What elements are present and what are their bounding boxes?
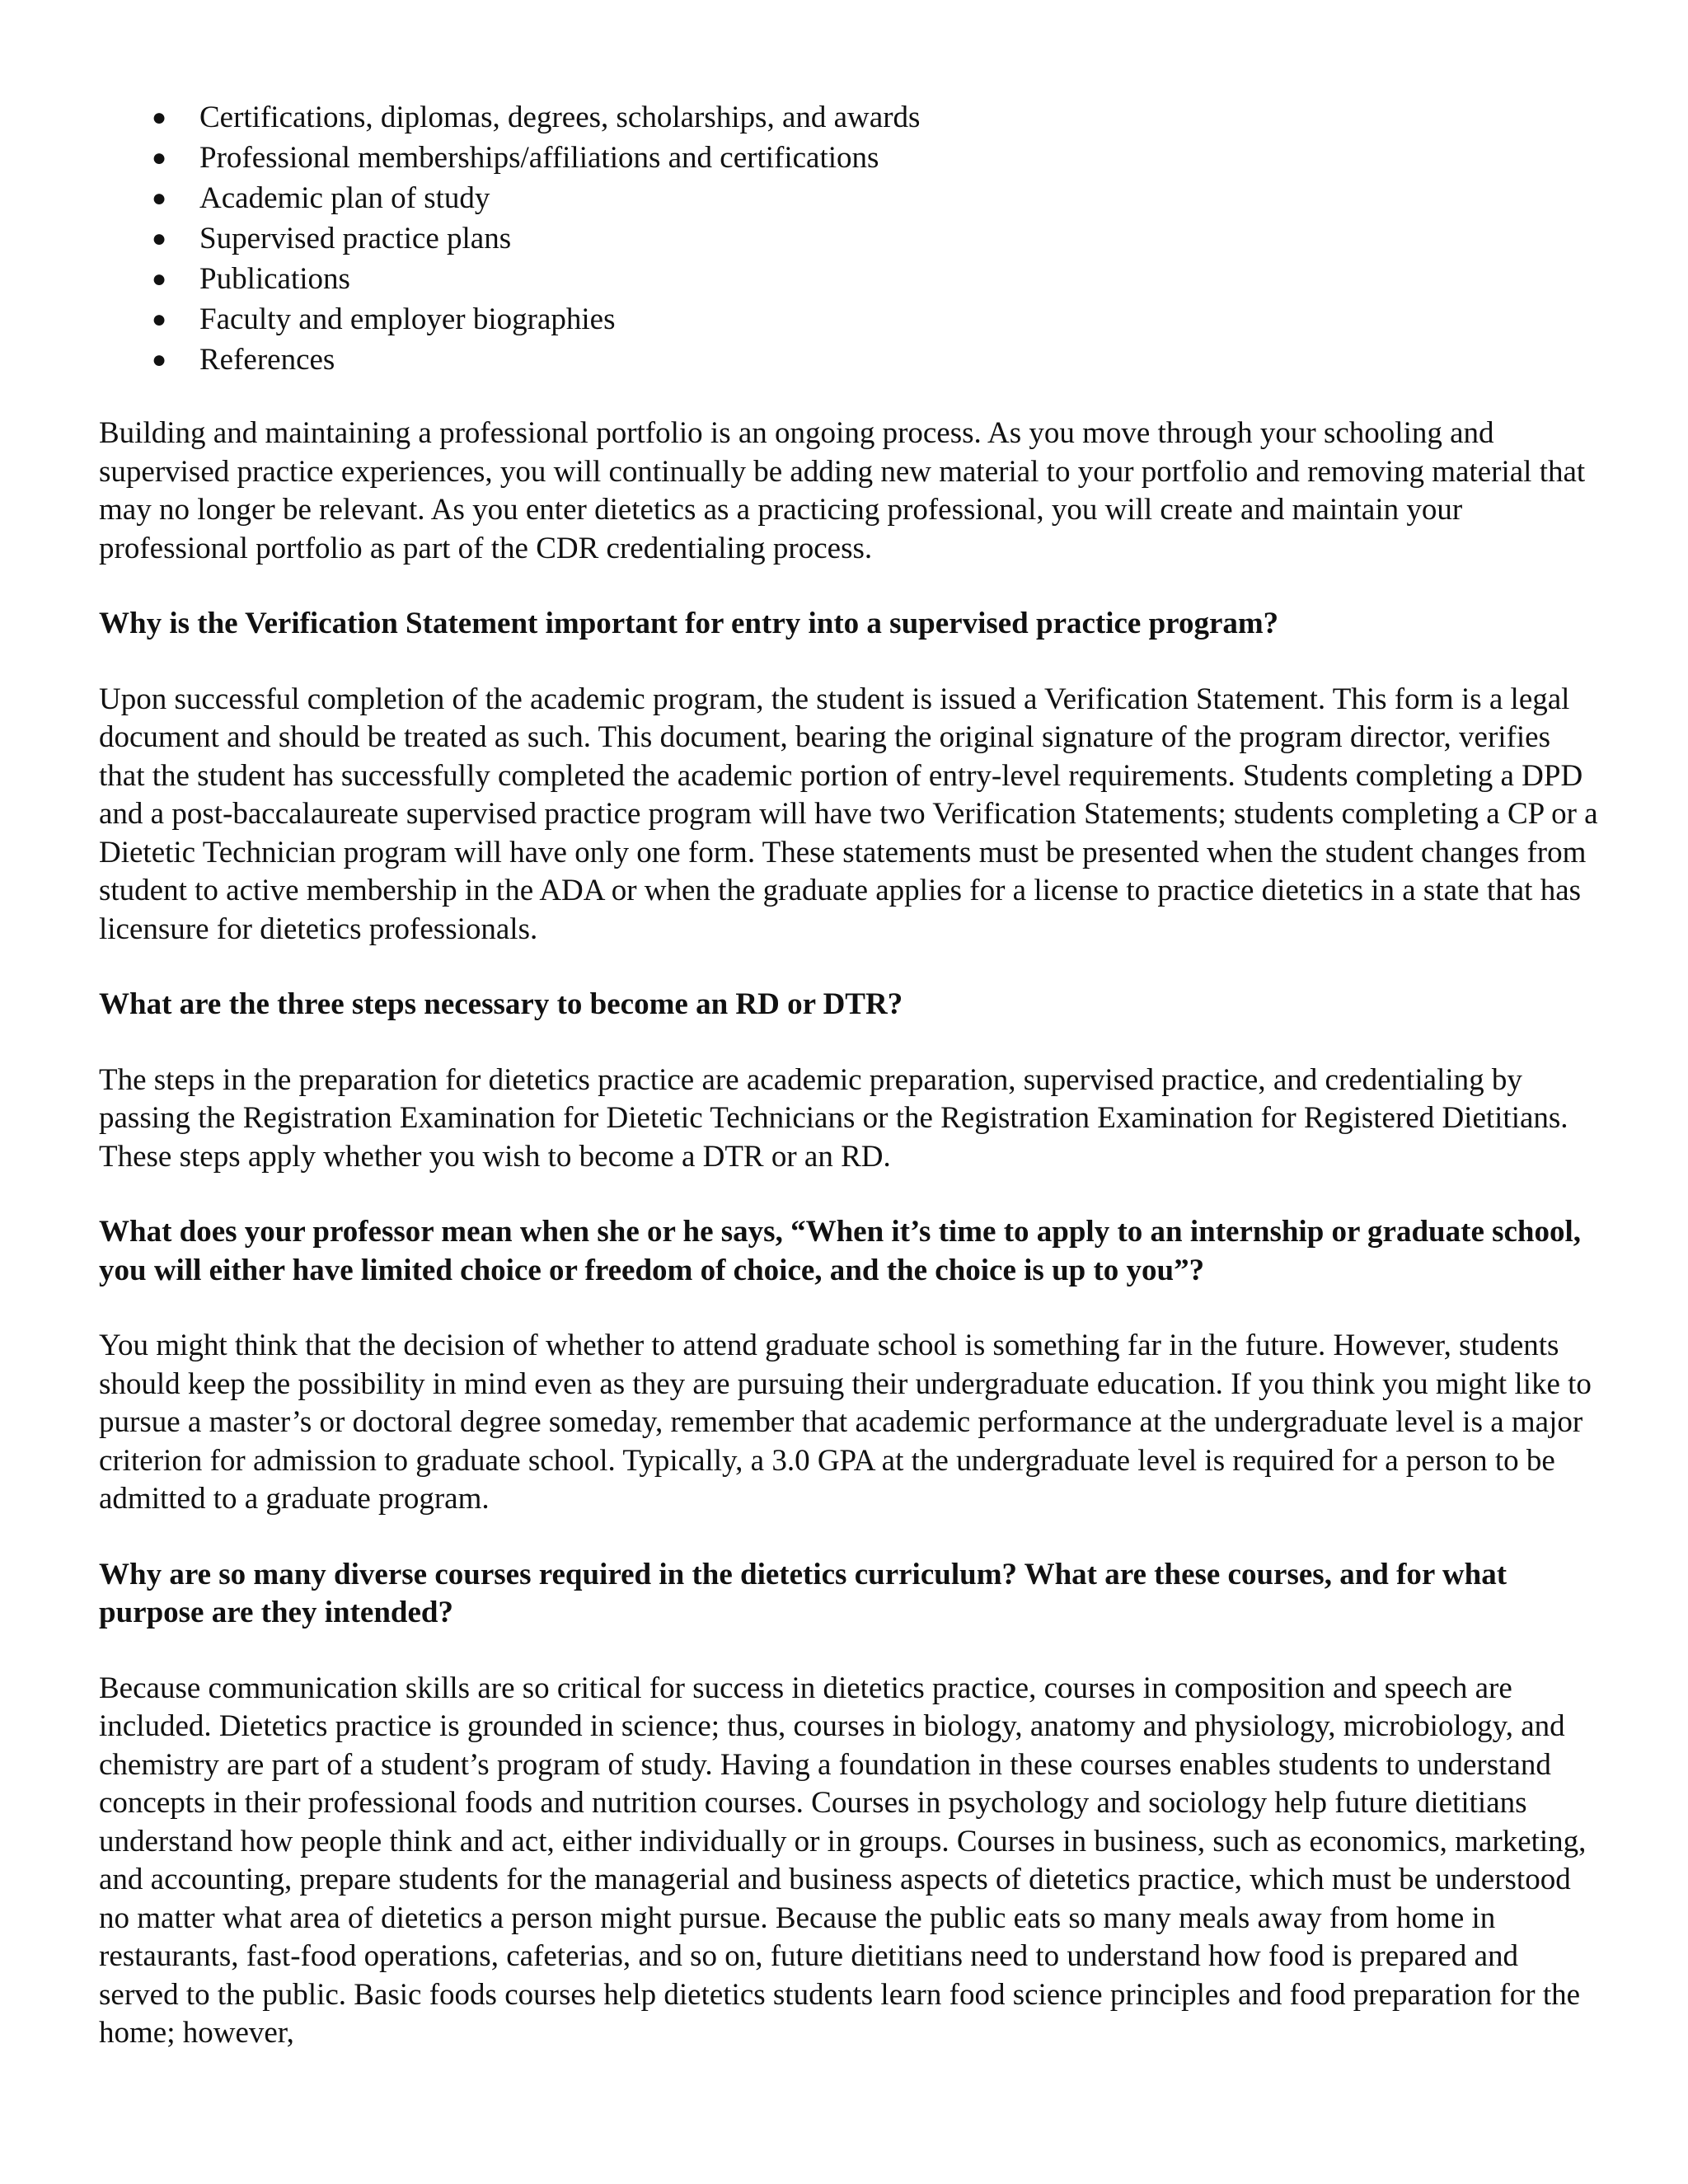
document-page <box>99 97 1599 2090</box>
question-heading: Why are so many diverse courses required in the dietetics curriculum? What are these courses, and for what purpose are they intended? <box>99 1557 1507 1629</box>
list-item: ● Professional memberships/affiliations and certifications <box>99 138 1599 178</box>
question-heading: What are the three steps necessary to become an RD or DTR? <box>99 987 903 1021</box>
answer-paragraph: The steps in the preparation for dietetics practice are academic preparation, supervised practice, and credentialing by passing the Registration Examination for Dietetic Technicians or the Registration Examination for Registered Dietitians. These steps apply whether you wish to become a DTR or an RD. <box>99 1062 1568 1174</box>
list-item: ● Supervised practice plans <box>99 218 1599 259</box>
answer-paragraph: Upon successful completion of the academic program, the student is issued a Verification Statement. This form is a legal document and should be treated as such. This document, bearing the original signature of the program director, verifies that the student has successfully completed the academic portion of entry-level requirements. Students completing a DPD and a post-baccalaureate supervised practice program will have two Verification Statements; students completing a CP or a Dietetic Technician program will have only one form. These statements must be presented when the student changes from student to active membership in the ADA or when the graduate applies for a license to practice dietetics in a state that has licensure for dietetics professionals. <box>99 682 1598 946</box>
question-heading: What does your professor mean when she or he says, “When it’s time to apply to an internship or graduate school, you will either have limited choice or freedom of choice, and the choice is up to you”? <box>99 1215 1582 1287</box>
list-item: ● References <box>99 340 1599 380</box>
list-item: ● Publications <box>99 259 1599 299</box>
question-heading: Why is the Verification Statement important for entry into a supervised practice program? <box>99 607 1279 640</box>
bullet-icon: ● <box>152 104 167 131</box>
bullet-icon: ● <box>152 265 167 293</box>
list-item: ● Certifications, diplomas, degrees, scholarships, and awards <box>99 97 1599 138</box>
portfolio-items-list <box>99 97 1599 380</box>
bullet-icon: ● <box>152 346 167 373</box>
bullet-icon: ● <box>152 306 167 333</box>
answer-paragraph: Because communication skills are so critical for success in dietetics practice, courses in composition and speech are included. Dietetics practice is grounded in science; thus, courses in biology, anatomy and physiology, microbiology, and chemistry are part of a student’s program of study. Having a foundation in these courses enables students to understand concepts in their professional foods and nutrition courses. Courses in psychology and sociology help future dietitians understand how people think and act, either individually or in groups. Courses in business, such as economics, marketing, and accounting, prepare students for the managerial and business aspects of dietetics practice, which must be understood no matter what area of dietetics a person might pursue. Because the public eats so many meals away from home in restaurants, fast-food operations, cafeterias, and so on, future dietitians need to understand how food is prepared and served to the public. Basic foods courses help dietetics students learn food science principles and food preparation for the home; however, <box>99 1671 1587 2050</box>
bullet-icon: ● <box>152 185 167 212</box>
answer-paragraph: You might think that the decision of whether to attend graduate school is something far in the future. However, students should keep the possibility in mind even as they are pursuing their undergraduate education. If you think you might like to pursue a master’s or doctoral degree someday, remember that academic performance at the undergraduate level is a major criterion for admission to graduate school. Typically, a 3.0 GPA at the undergraduate level is required for a person to be admitted to a graduate program. <box>99 1329 1592 1516</box>
intro-paragraph: Building and maintaining a professional portfolio is an ongoing process. As you move through your schooling and supervised practice experiences, you will continually be adding new material to your portfolio and removing material that may no longer be relevant. As you enter dietetics as a practicing professional, you will create and maintain your professional portfolio as part of the CDR credentialing process. <box>99 416 1586 565</box>
list-item: ● Academic plan of study <box>99 178 1599 218</box>
bullet-icon: ● <box>152 144 167 171</box>
bullet-icon: ● <box>152 225 167 252</box>
list-item: ● Faculty and employer biographies <box>99 299 1599 340</box>
